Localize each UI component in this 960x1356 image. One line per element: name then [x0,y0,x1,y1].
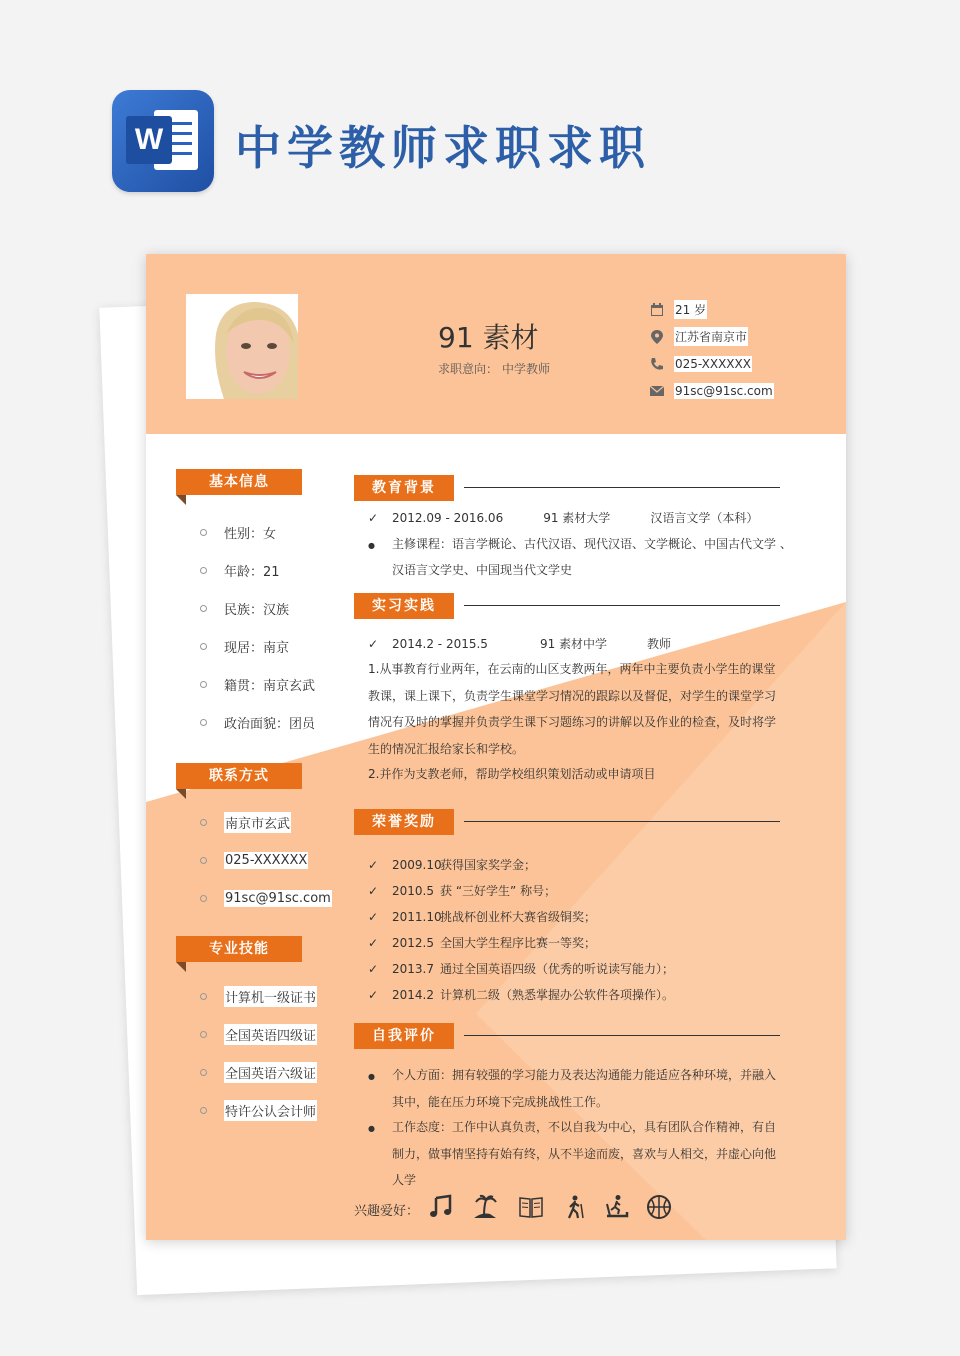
practice-role: 教师 [647,637,672,651]
job-intent-label: 求职意向： [438,362,499,376]
location-value: 江苏省南京市 [674,327,748,346]
practice-description-1: 1.从事教育行业两年，在云南的山区支教两年，两年中主要负责小学生的课堂教课，课上课下，负责学生课堂学习情况的跟踪以及督促，对学生的课堂学习情况有及时的掌握并负责学生课下习题练习的讲解以及作业的检查，及时将学生的情况汇报给家长和学校。 [368,662,777,756]
hobbies-label: 兴趣爱好： [354,1204,420,1219]
skills-list [200,977,317,1129]
basic-info-title: 基本信息 [176,469,302,495]
list-item: 计算机一级证书 [200,977,317,1015]
job-intent-value: 中学教师 [502,362,551,376]
age-row [650,296,774,323]
divider [464,605,780,606]
divider [464,1035,780,1036]
list-item: 年龄：21 [200,551,315,589]
word-app-icon [112,90,214,192]
skills-title: 专业技能 [176,936,302,962]
honor-item: ✓ 2013.7 通过全国英语四级（优秀的听说读写能力）； [368,962,675,976]
education-school: 91 素材大学 [543,511,611,525]
basic-info-list [200,513,315,741]
honor-item: ✓ 2012.5 全国大学生程序比赛一等奖； [368,936,597,950]
basketball-icon [646,1194,672,1220]
list-item: 特许公认会计师 [200,1091,317,1129]
honor-item: ✓ 2010.5 获 “三好学生” 称号； [368,884,557,898]
practice-org: 91 素材中学 [539,637,608,651]
beach-icon [472,1194,498,1220]
list-item: 性别：女 [200,513,315,551]
divider [464,821,780,822]
phone-row [650,350,774,377]
education-title: 教育背景 [354,475,454,501]
treadmill-icon [604,1194,630,1220]
education-major: 汉语言文学（本科） [650,511,759,525]
honor-item: ✓ 2014.2 计算机二级（熟悉掌握办公软件各项操作）。 [368,988,675,1002]
list-item: 全国英语六级证 [200,1053,317,1091]
list-item: 南京市玄武 [200,803,332,841]
practice-entry [368,635,671,652]
self-eval-item-1: ● 个人方面：拥有较强的学习能力及表达沟通能力能适应各种环境，并融入其中，能在压力环境下完成挑战性工作。 [368,1062,782,1115]
bullet-icon [368,1114,392,1143]
self-eval-title: 自我评价 [354,1023,454,1049]
location-pin-icon [650,330,664,344]
practice-title: 实习实践 [354,593,454,619]
education-courses-line2: 汉语言文学史、中国现当代文学史 [392,563,573,577]
honor-item: ✓ 2011.10挑战杯创业杯大赛省级铜奖； [368,910,597,924]
email-icon [650,384,664,398]
book-icon [518,1194,544,1220]
banner-title: 中学教师求职求职 [235,121,651,175]
check-icon: ✓ [368,511,379,525]
location-row [650,323,774,350]
bullet-icon [368,1062,392,1091]
honors-title: 荣誉奖励 [354,809,454,835]
list-item: 民族：汉族 [200,589,315,627]
word-letter: W [126,116,172,164]
self-eval-item-2: ● 工作态度：工作中认真负责，不以自我为中心，具有团队合作精神，有自制力，做事情坚持有始有终，从不半途而废，喜欢与人相交，并虚心向他人学 [368,1114,782,1194]
phone-value: 025-XXXXXX [675,356,751,371]
profile-photo [186,294,298,399]
list-item: 现居：南京 [200,627,315,665]
music-icon [428,1194,454,1220]
education-period: 2012.09 - 2016.06 [392,511,504,525]
hiking-icon [562,1194,588,1220]
bullet-icon [368,537,392,551]
contact-list [200,803,332,917]
job-intent [438,360,550,377]
calendar-icon [650,303,664,317]
check-icon: ✓ [368,637,379,651]
age-value: 21 岁 [674,300,707,319]
list-item: 91sc@91sc.com [200,879,332,917]
list-item: 籍贯：南京玄武 [200,665,315,703]
practice-period: 2014.2 - 2015.5 [392,637,488,651]
list-item: 025-XXXXXX [200,841,332,879]
email-row [650,377,774,404]
email-value: 91sc@91sc.com [675,383,773,398]
education-entry [368,509,758,526]
contact-title: 联系方式 [176,763,302,789]
divider [464,487,780,488]
candidate-name: 91 素材 [438,321,539,354]
phone-icon [650,357,664,371]
honor-item: ✓ 2009.10获得国家奖学金； [368,858,537,872]
list-item: 全国英语四级证 [200,1015,317,1053]
header-contact [650,296,774,404]
resume-sheet [146,254,846,1240]
practice-description-2: 2.并作为支教老师，帮助学校组织策划活动或申请项目 [368,767,656,781]
list-item: 政治面貌：团员 [200,703,315,741]
education-courses-line1: ●主修课程：语言学概论、古代汉语、现代汉语、文学概论、中国古代文学 、 [368,535,792,552]
